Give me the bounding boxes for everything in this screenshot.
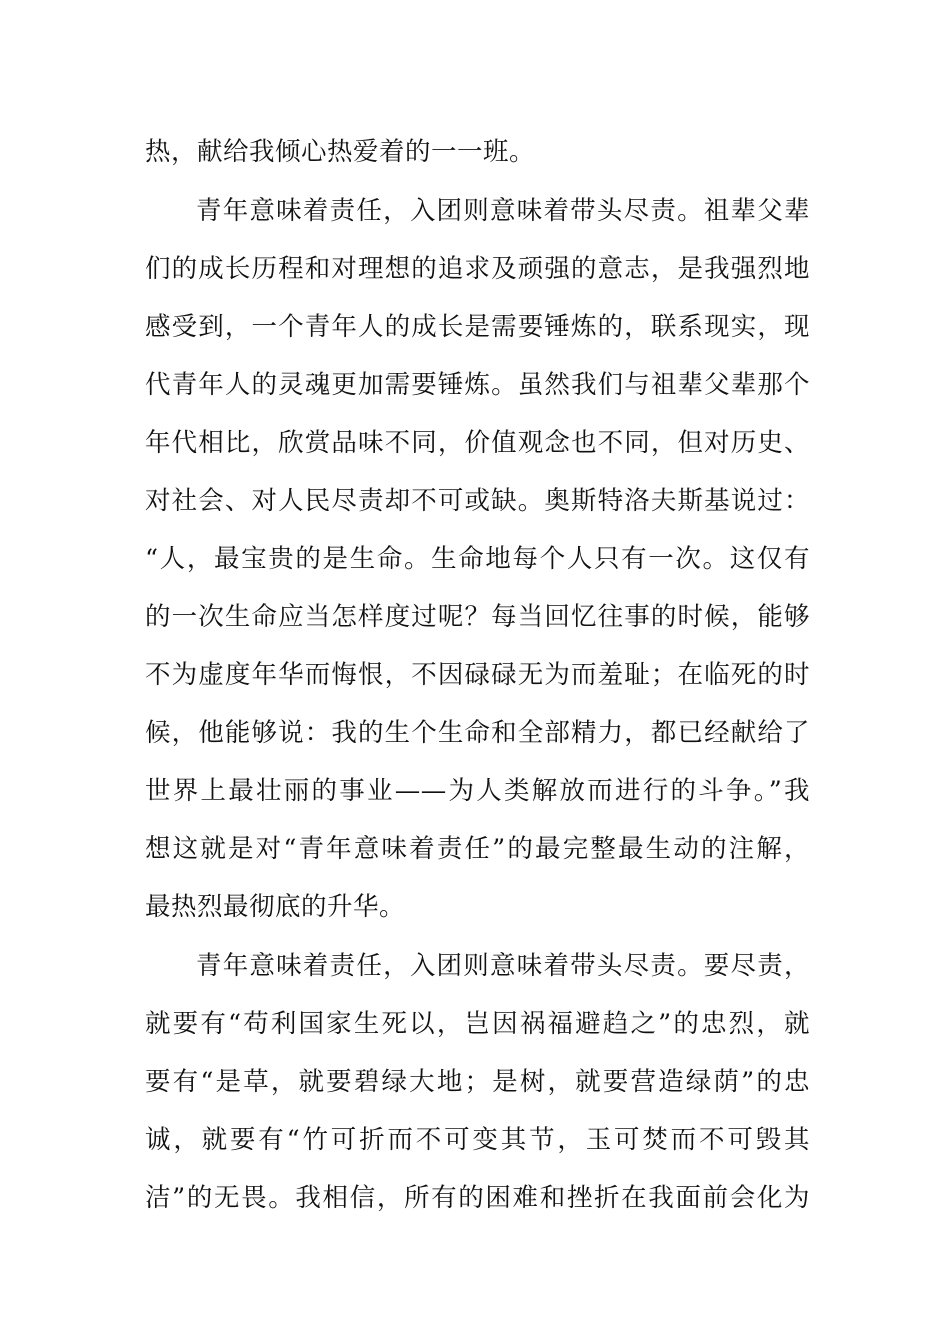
text-line: 感受到，一个青年人的成长是需要锤炼的，联系现实，现 [145, 312, 810, 342]
text-line: 就要有“苟利国家生死以，岂因祸福避趋之”的忠烈，就 [145, 1009, 810, 1039]
text-line: 们的成长历程和对理想的追求及顽强的意志，是我强烈地 [145, 254, 810, 284]
text-line: 候，他能够说：我的生个生命和全部精力，都已经献给了 [145, 718, 810, 748]
text-line: 热，献给我倾心热爱着的一一班。 [145, 137, 536, 167]
text-line: 洁”的无畏。我相信，所有的困难和挫折在我面前会化为 [145, 1183, 810, 1213]
text-line: 想这就是对“青年意味着责任”的最完整最生动的注解， [145, 834, 810, 864]
paragraph-start-line: 青年意味着责任，入团则意味着带头尽责。要尽责， [196, 951, 810, 981]
text-line: 年代相比，欣赏品味不同，价值观念也不同，但对历史、 [145, 428, 810, 458]
text-line: 代青年人的灵魂更加需要锤炼。虽然我们与祖辈父辈那个 [145, 370, 810, 400]
text-line: 的一次生命应当怎样度过呢？每当回忆往事的时候，能够 [145, 602, 810, 632]
text-line: 世界上最壮丽的事业——为人类解放而进行的斗争。”我 [145, 776, 810, 806]
paragraph-start-line: 青年意味着责任，入团则意味着带头尽责。祖辈父辈 [196, 196, 810, 226]
text-line: 诚，就要有“竹可折而不可变其节，玉可焚而不可毁其 [145, 1125, 810, 1155]
text-line: “人，最宝贵的是生命。生命地每个人只有一次。这仅有 [145, 544, 810, 574]
text-line: 不为虚度年华而悔恨，不因碌碌无为而羞耻；在临死的时 [145, 660, 810, 690]
text-line: 最热烈最彻底的升华。 [145, 892, 406, 922]
text-line: 对社会、对人民尽责却不可或缺。奥斯特洛夫斯基说过： [145, 486, 810, 516]
text-line: 要有“是草，就要碧绿大地；是树，就要营造绿荫”的忠 [145, 1067, 810, 1097]
